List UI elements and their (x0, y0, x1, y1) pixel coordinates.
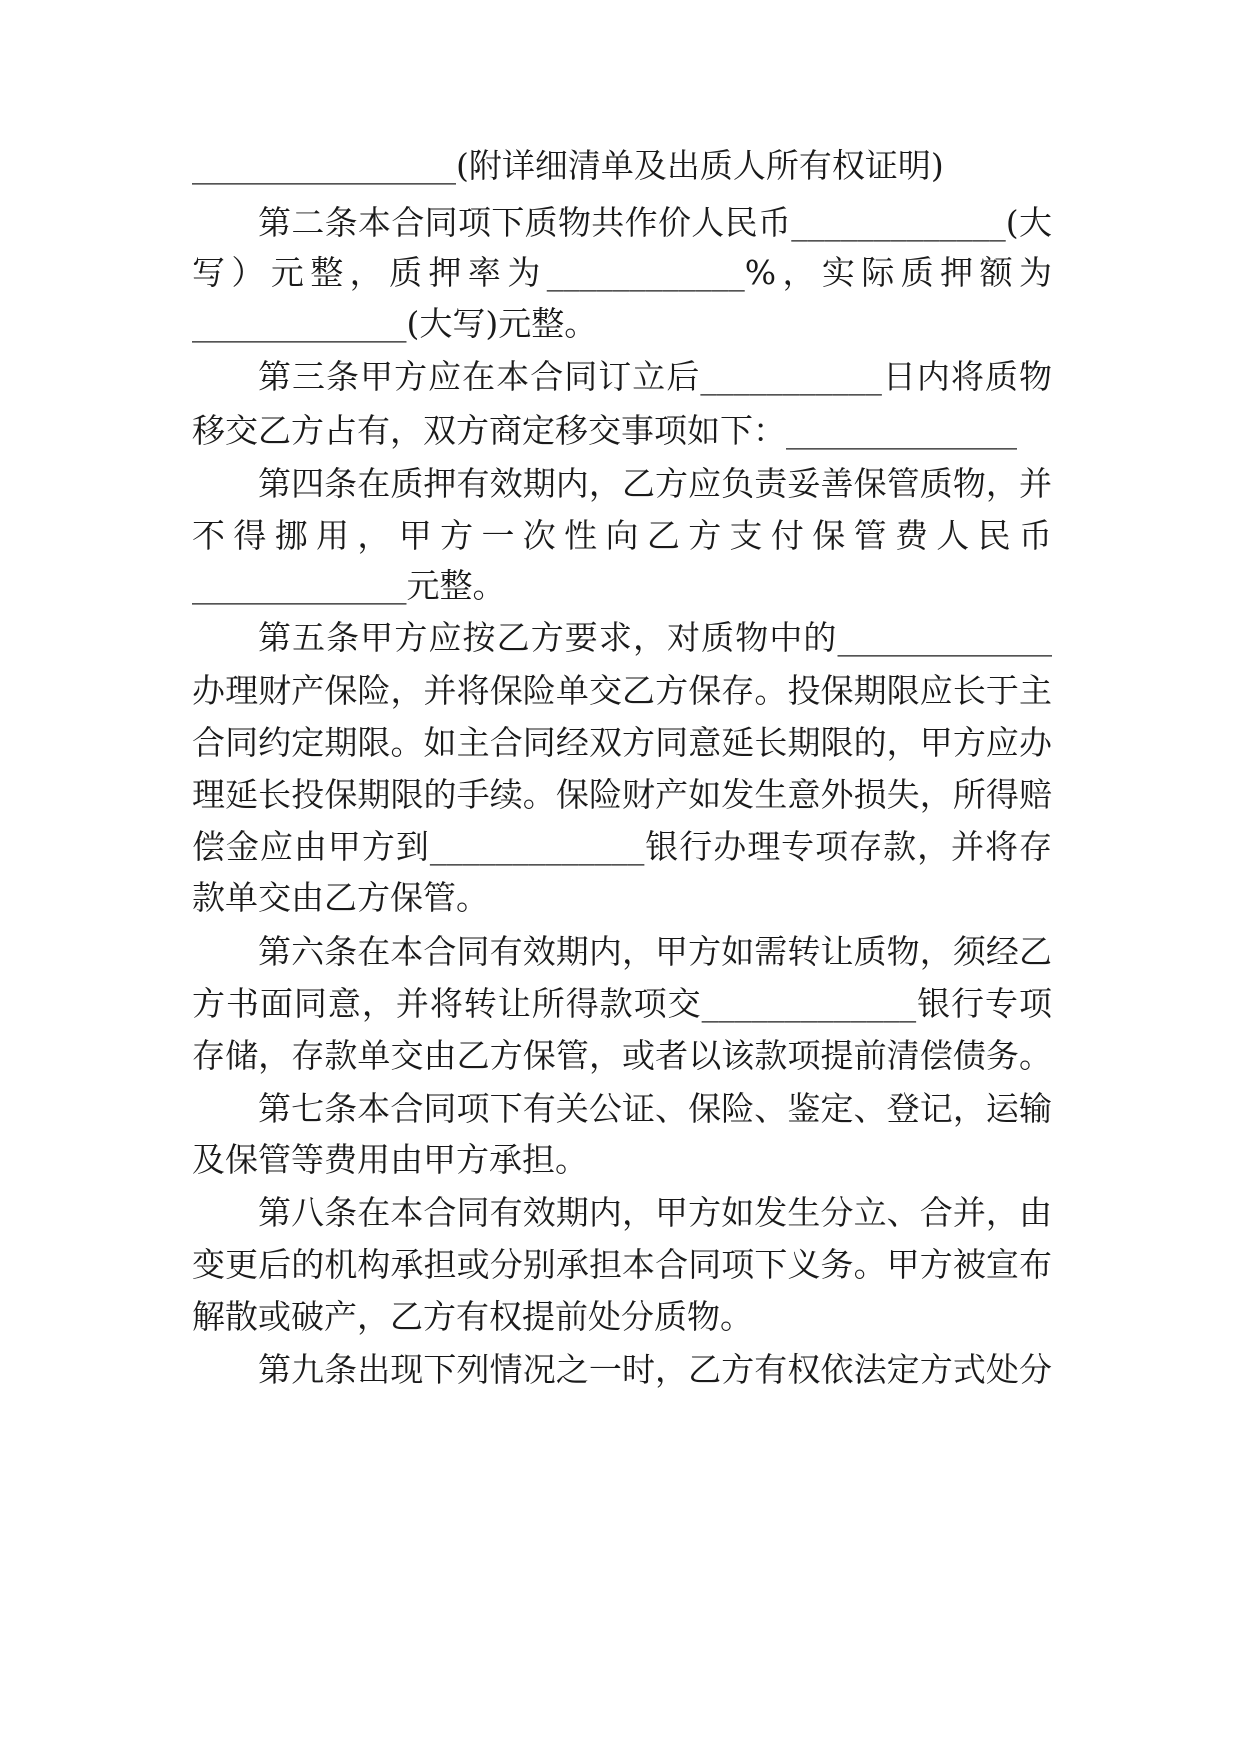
clause-5-line: 理延长投保期限的手续。保险财产如发生意外损失，所得赔 (192, 775, 1052, 814)
clause-6-line: 存储，存款单交由乙方保管，或者以该款项提前清偿债务。 (192, 1036, 1052, 1075)
clause-3-line: 移交乙方占有，双方商定移交事项如下：______________ (192, 411, 1017, 450)
text-line: ________________(附详细清单及出质人所有权证明) (192, 146, 944, 185)
clause-8-line: 第八条在本合同有效期内，甲方如发生分立、合并，由 (258, 1193, 1052, 1232)
clause-5-line: 偿金应由甲方到_____________银行办理专项存款，并将存 (192, 827, 1052, 866)
clause-7-line: 第七条本合同项下有关公证、保险、鉴定、登记，运输 (258, 1089, 1052, 1128)
clause-6-line: 第六条在本合同有效期内，甲方如需转让质物，须经乙 (258, 932, 1052, 971)
clause-4-line: _____________元整。 (192, 566, 506, 605)
clause-4-line: 第四条在质押有效期内，乙方应负责妥善保管质物，并 (258, 464, 1052, 503)
clause-7-line: 及保管等费用由甲方承担。 (192, 1140, 588, 1179)
clause-8-line: 解散或破产，乙方有权提前处分质物。 (192, 1297, 753, 1336)
clause-2-line: 写）元整，质押率为____________%，实际质押额为 (192, 253, 1052, 292)
clause-6-line: 方书面同意，并将转让所得款项交_____________银行专项 (192, 984, 1052, 1023)
clause-8-line: 变更后的机构承担或分别承担本合同项下义务。甲方被宣布 (192, 1245, 1052, 1284)
clause-5-line: 款单交由乙方保管。 (192, 878, 489, 917)
clause-2-line: _____________(大写)元整。 (192, 304, 598, 343)
clause-3-line: 第三条甲方应在本合同订立后___________日内将质物 (258, 357, 1052, 396)
clause-9-line: 第九条出现下列情况之一时，乙方有权依法定方式处分 (258, 1350, 1052, 1389)
clause-5-line: 第五条甲方应按乙方要求，对质物中的_____________ (258, 618, 1052, 657)
clause-4-line: 不得挪用，甲方一次性向乙方支付保管费人民币 (192, 516, 1052, 555)
clause-5-line: 办理财产保险，并将保险单交乙方保存。投保期限应长于主 (192, 671, 1052, 710)
clause-2-line: 第二条本合同项下质物共作价人民币_____________(大 (258, 203, 1052, 242)
clause-5-line: 合同约定期限。如主合同经双方同意延长期限的，甲方应办 (192, 723, 1052, 762)
